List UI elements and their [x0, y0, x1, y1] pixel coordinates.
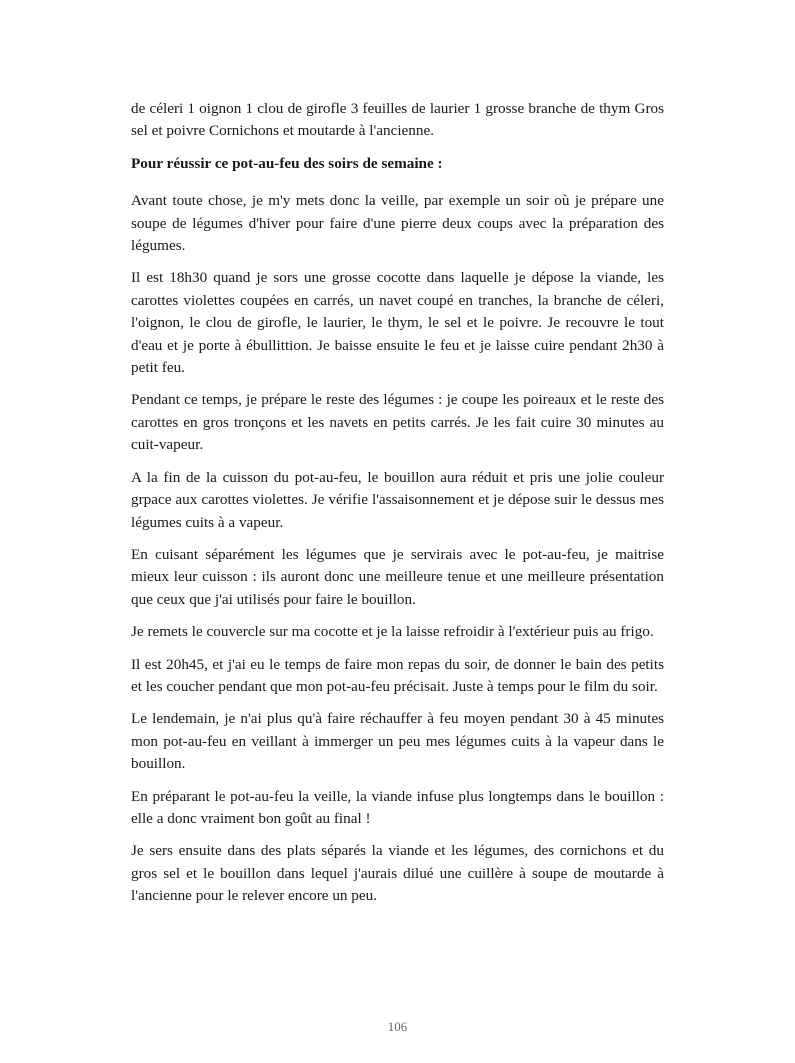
- paragraph-service: Je sers ensuite dans des plats séparés la viande et les légumes, des cornichons et du gros sel et le bouillon dans lequel j'aurais dilué une cuillère à soupe de moutarde à l'ancienne pour le relever encore un peu.: [131, 842, 664, 905]
- ingredients-continuation: de céleri 1 oignon 1 clou de girofle 3 feuilles de laurier 1 grosse branche de thym Gros sel et poivre Cornichons et moutarde à l'ancienne.: [131, 100, 664, 140]
- section-heading: Pour réussir ce pot-au-feu des soirs de semaine :: [131, 154, 443, 172]
- document-page: [131, 98, 664, 918]
- paragraph-legumes-vapeur: Pendant ce temps, je prépare le reste des légumes : je coupe les poireaux et le reste des carottes en gros tronçons et les navets en petits carrés. Je les fait cuire 30 minutes au cuit-vapeur.: [131, 391, 664, 454]
- paragraph-cuisson-viande: Il est 18h30 quand je sors une grosse cocotte dans laquelle je dépose la viande, les carottes violettes coupées en carrés, un navet coupé en tranches, la branche de céleri, l'oignon, le clou de girofle, le laurier, le thym, le sel et le poivre. Je recouvre le tout d'eau et je porte à ébullittion. Je baisse ensuite le feu et je laisse cuire pendant 2h30 à petit feu.: [131, 269, 664, 377]
- paragraph-infusion: En préparant le pot-au-feu la veille, la viande infuse plus longtemps dans le bouillon : elle a donc vraiment bon goût au final !: [131, 787, 664, 827]
- paragraph-cuisson-separee: En cuisant séparément les légumes que je servirais avec le pot-au-feu, je maitrise mieux leur cuisson : ils auront donc une meilleure tenue et une meilleure présentation que ceux que j'ai utilisés pour faire le bouillon.: [131, 545, 664, 608]
- paragraph-fin-cuisson: A la fin de la cuisson du pot-au-feu, le bouillon aura réduit et pris une jolie couleur grpace aux carottes violettes. Je vérifie l'assaisonnement et je dépose suir le dessus mes légumes cuits à a vapeur.: [131, 468, 664, 531]
- paragraph-preparation-veille: Avant toute chose, je m'y mets donc la veille, par exemple un soir où je prépare une soupe de légumes d'hiver pour faire d'une pierre deux coups avec la préparation des légumes.: [131, 192, 664, 255]
- paragraph-refroidir: Je remets le couvercle sur ma cocotte et je la laisse refroidir à l'extérieur puis au frigo.: [131, 623, 654, 641]
- paragraph-lendemain: Le lendemain, je n'ai plus qu'à faire réchauffer à feu moyen pendant 30 à 45 minutes mon pot-au-feu en veillant à immerger un peu mes légumes cuits à la vapeur dans le bouillon.: [131, 710, 664, 773]
- paragraph-soiree: Il est 20h45, et j'ai eu le temps de faire mon repas du soir, de donner le bain des petits et les coucher pendant que mon pot-au-feu précisait. Juste à temps pour le film du soir.: [131, 655, 664, 695]
- page-number: 106: [387, 1019, 408, 1034]
